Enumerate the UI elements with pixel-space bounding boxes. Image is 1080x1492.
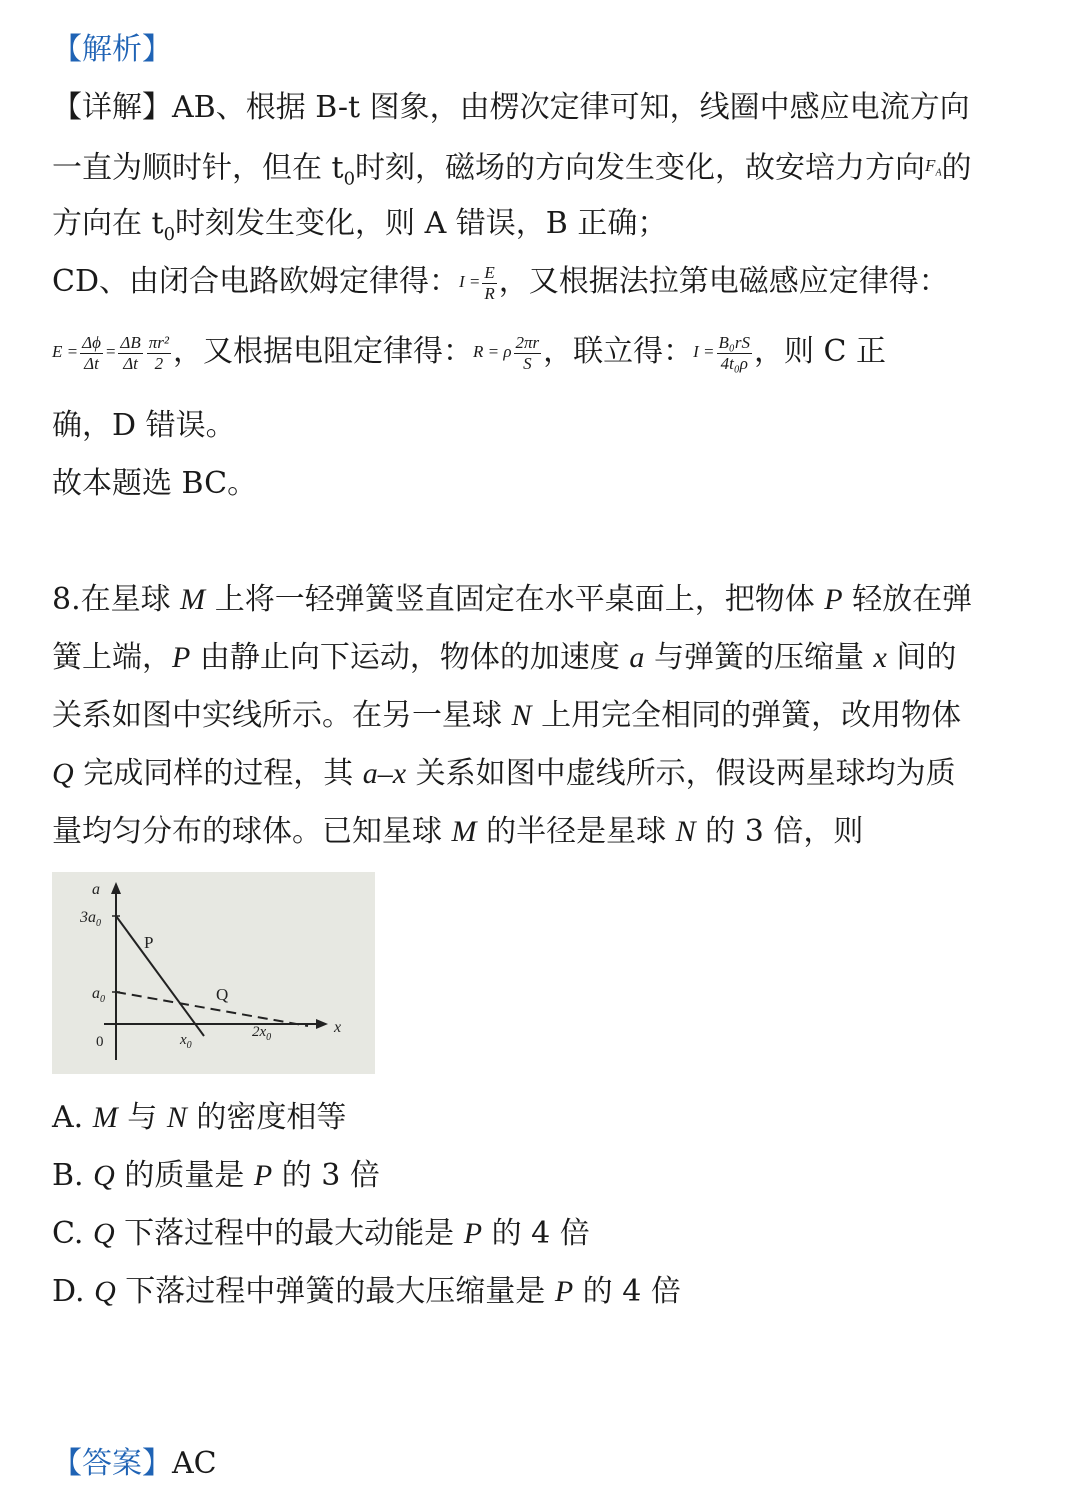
origin-label: 0 — [96, 1034, 104, 1050]
section-label-analysis: 【解析】 — [52, 32, 172, 67]
a-axis-arrow-icon — [111, 882, 121, 894]
answer-label: 【答案】 — [52, 1446, 172, 1481]
question-line-5: 量均匀分布的球体。已知星球 M 的半径是星球 N 的 3 倍，则 — [52, 814, 864, 849]
curve-q-line — [116, 992, 308, 1026]
label-3a0: $3a_0$ — [80, 909, 101, 929]
solution-text: 一直为顺时针，但在 t — [52, 150, 344, 186]
solution-text: 时刻发生变化，则 A 错误，B 正确； — [175, 206, 668, 241]
solution-line-4 — [52, 262, 949, 304]
a-x-graph-figure — [52, 872, 375, 1074]
solution-text: 的 — [941, 150, 972, 186]
question-line-1: 8.在星球 M 上将一轻弹簧竖直固定在水平桌面上，把物体 P 轻放在弹 — [52, 582, 973, 617]
option-a: A. M 与 N 的密度相等 — [52, 1100, 347, 1135]
solution-text: CD、由闭合电路欧姆定律得： — [52, 264, 460, 299]
answer-value: AC — [172, 1446, 217, 1481]
solution-text: AB、根据 B-t 图象，由楞次定律可知，线圈中感应电流方向 — [172, 90, 970, 125]
solution-text: ，又根据法拉第电磁感应定律得： — [498, 264, 949, 299]
solution-text: ，则 C 正 — [753, 334, 886, 369]
question-line-4: Q 完成同样的过程，其 a–x 关系如图中虚线所示，假设两星球均为质 — [52, 756, 956, 791]
question-line-3: 关系如图中实线所示。在另一星球 N 上用完全相同的弹簧，改用物体 — [52, 698, 962, 733]
curve-p-line — [116, 916, 204, 1036]
subscript: 0 — [343, 168, 356, 190]
question-line-2: 簧上端，P 由静止向下运动，物体的加速度 a 与弹簧的压缩量 x 间的 — [52, 640, 957, 675]
solution-text: ，联立得： — [543, 334, 694, 369]
solution-line-6: 确，D 错误。 — [52, 408, 236, 443]
detail-label: 【详解】 — [52, 90, 172, 125]
answer-line — [52, 1444, 217, 1484]
axis-label-x: x — [334, 1019, 342, 1036]
axis-label-a: a — [92, 881, 100, 898]
x-axis-arrow-icon — [316, 1019, 328, 1029]
solution-text: 方向在 t — [52, 206, 164, 241]
option-d: D. Q 下落过程中弹簧的最大压缩量是 P 的 4 倍 — [52, 1274, 681, 1309]
solution-text: 时刻，磁场的方向发生变化，故安培力方向 — [355, 150, 926, 186]
subscript: 0 — [163, 224, 176, 245]
label-curve-p: P — [144, 933, 154, 952]
solution-line-3 — [52, 204, 667, 255]
label-curve-q: Q — [216, 985, 229, 1004]
option-c: C. Q 下落过程中的最大动能是 P 的 4 倍 — [52, 1216, 590, 1251]
emf-formula: E = $\frac{\Delta\phi}{\Delta t}$ = $\frac{\Delta B}{\Delta t}$ $\frac{\text{πr²}}{2}$ — [52, 332, 169, 373]
solution-line-2 — [52, 146, 972, 200]
solution-line-7: 故本题选 BC。 — [52, 466, 258, 501]
solution-line-1 — [52, 88, 970, 128]
label-2x0: $2x_0$ — [252, 1024, 272, 1043]
label-a0: $a_0$ — [92, 985, 105, 1005]
resistance-formula: R = ρ $\frac{2\pi r}{S}$ — [472, 332, 540, 373]
label-x0: $x_0$ — [180, 1032, 192, 1051]
solution-text: ，又根据电阻定律得： — [172, 334, 473, 369]
ohm-law-formula: I = $\frac{E}{R}$ — [459, 262, 495, 303]
option-b: B. Q 的质量是 P 的 3 倍 — [52, 1158, 380, 1193]
a-x-graph — [52, 872, 375, 1074]
solution-line-5 — [52, 332, 886, 374]
final-current-formula: I = $\frac{\text{B₀rS}}{\text{4t₀ρ}}$ — [693, 332, 750, 373]
force-symbol: $F_A$ — [925, 156, 942, 179]
